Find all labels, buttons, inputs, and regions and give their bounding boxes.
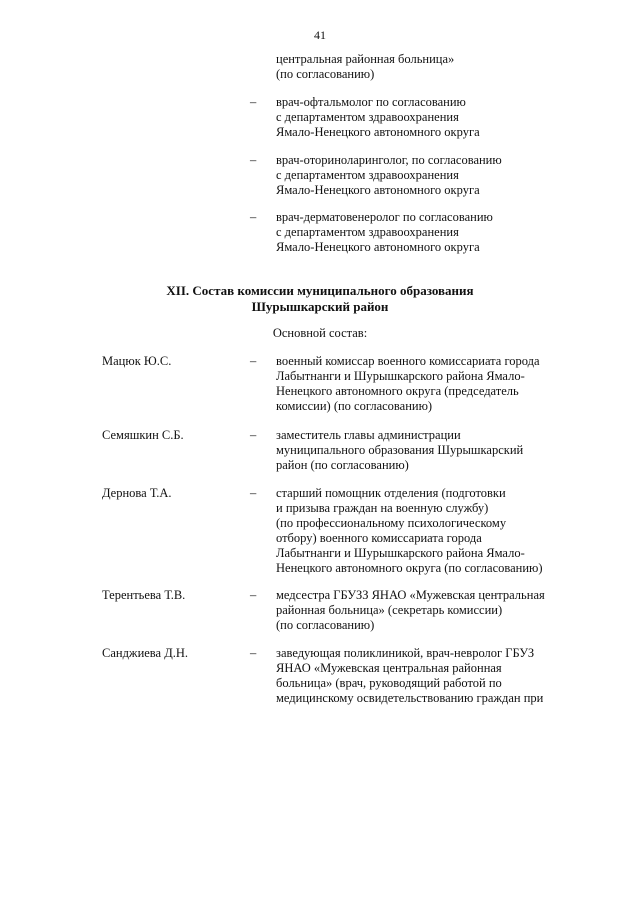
item-line: центральная районная больница» [276, 52, 455, 66]
member-role-line: ЯНАО «Мужевская центральная районная [276, 661, 502, 675]
member-name: Терентьева Т.В. [102, 588, 186, 602]
item-line: врач-офтальмолог по согласованию [276, 95, 466, 109]
member-role-line: (по согласованию) [276, 618, 375, 632]
member-role-line: отбору) военного комиссариата города [276, 531, 482, 545]
item-line: врач-дерматовенеролог по согласованию [276, 210, 493, 224]
member-role-line: заведующая поликлиникой, врач-невролог ГБУЗ [276, 646, 535, 660]
member-role-line: и призыва граждан на военную службу) [276, 501, 489, 515]
member-role-line: комиссии) (по согласованию) [276, 399, 433, 413]
member-role-line: (по профессиональному психологическому [276, 516, 507, 530]
member-name: Санджиева Д.Н. [102, 646, 189, 660]
item-dash: – [250, 210, 257, 224]
member-role-line: заместитель главы администрации [276, 428, 461, 442]
item-dash: – [250, 95, 257, 109]
section-title-line2: Шурышкарский район [251, 299, 389, 314]
member-role-line: Лабытнанги и Шурышкарского района Ямало- [276, 546, 525, 560]
member-dash: – [250, 486, 257, 500]
member-role-line: Ненецкого автономного округа (по согласованию) [276, 561, 543, 575]
item-dash: – [250, 153, 257, 167]
member-role-line: район (по согласованию) [276, 458, 409, 472]
item-line: с департаментом здравоохранения [276, 110, 459, 124]
member-dash: – [250, 354, 257, 368]
item-line: с департаментом здравоохранения [276, 168, 459, 182]
member-name: Дернова Т.А. [102, 486, 172, 500]
member-role-line: больница» (врач, руководящий работой по [276, 676, 502, 690]
member-name: Мацюк Ю.С. [102, 354, 172, 368]
member-role-line: муниципального образования Шурышкарский [276, 443, 524, 457]
member-role-line: Ненецкого автономного округа (председатель [276, 384, 519, 398]
member-name: Семяшкин С.Б. [102, 428, 184, 442]
member-role-line: Лабытнанги и Шурышкарского района Ямало- [276, 369, 525, 383]
item-line: Ямало-Ненецкого автономного округа [276, 183, 480, 197]
page-number: 41 [314, 28, 326, 42]
section-title: XII. Состав комиссии муниципального образования [166, 283, 474, 298]
member-role-line: медсестра ГБУЗЗ ЯНАО «Мужевская центральная [276, 588, 545, 602]
item-line: Ямало-Ненецкого автономного округа [276, 125, 480, 139]
item-line: врач-оториноларинголог, по согласованию [276, 153, 502, 167]
section-subtitle: Основной состав: [272, 326, 368, 340]
member-role-line: старший помощник отделения (подготовки [276, 486, 506, 500]
item-line: с департаментом здравоохранения [276, 225, 459, 239]
item-line: Ямало-Ненецкого автономного округа [276, 240, 480, 254]
member-dash: – [250, 646, 257, 660]
member-dash: – [250, 428, 257, 442]
member-dash: – [250, 588, 257, 602]
member-role-line: военный комиссар военного комиссариата города [276, 354, 540, 368]
member-role-line: медицинскому освидетельствованию граждан при [276, 691, 544, 705]
member-role-line: районная больница» (секретарь комиссии) [276, 603, 503, 617]
item-line: (по согласованию) [276, 67, 375, 81]
